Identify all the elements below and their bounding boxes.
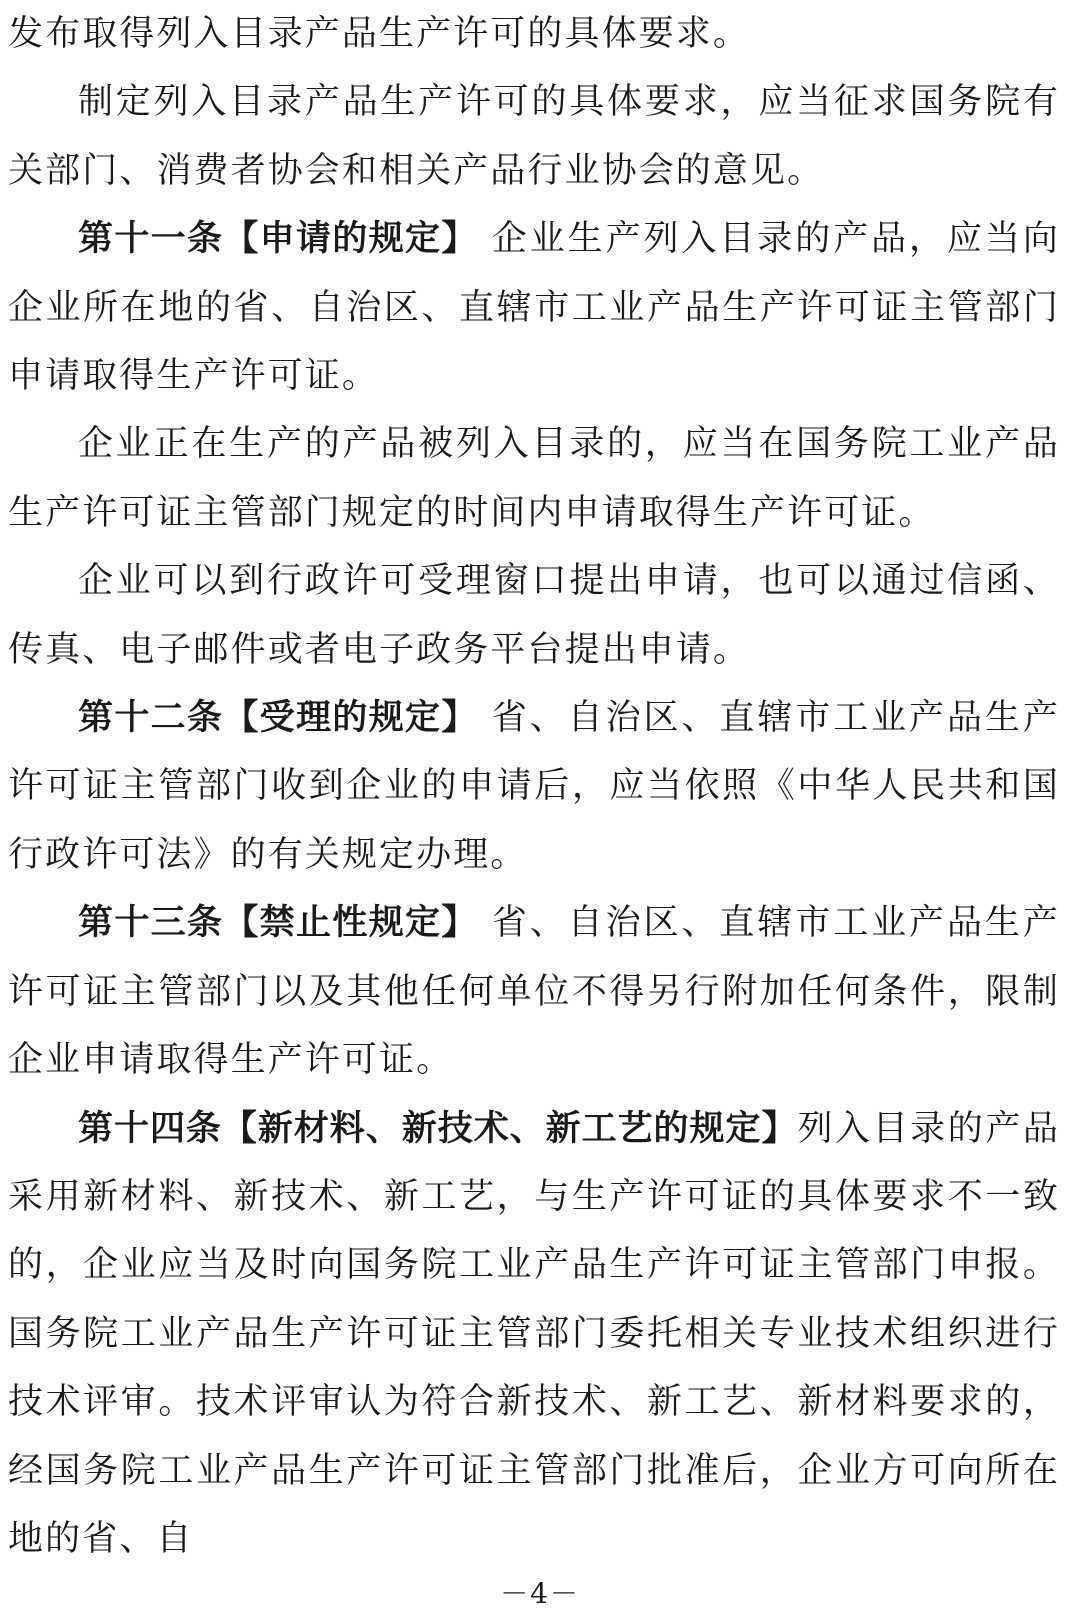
page-number: －4－ <box>500 1577 580 1610</box>
article-12-paragraph <box>8 684 1060 889</box>
article-11-paragraph <box>8 205 1060 410</box>
paragraph-text: 省、自治区、直辖市工业产品生产许可证主管部门收到企业的申请后，应当依照《中华人民共和国行政许可法》的有关规定办理。 <box>8 698 1060 875</box>
document-body <box>8 0 1060 1573</box>
paragraph-text: 企业生产列入目录的产品，应当向企业所在地的省、自治区、直辖市工业产品生产许可证主管部门申请取得生产许可证。 <box>8 219 1060 397</box>
article-13-paragraph <box>8 889 1060 1094</box>
paragraph <box>8 547 1060 684</box>
article-heading: 第十二条【受理的规定】 <box>78 698 478 739</box>
paragraph <box>8 410 1060 547</box>
paragraph-text: 发布取得列入目录产品生产许可的具体要求。 <box>8 14 751 54</box>
article-heading: 第十四条【新材料、新技术、新工艺的规定】 <box>78 1108 798 1149</box>
article-heading: 第十一条【申请的规定】 <box>78 219 478 260</box>
paragraph-continuation <box>8 0 1060 68</box>
article-heading: 第十三条【禁止性规定】 <box>78 903 478 944</box>
paragraph <box>8 68 1060 205</box>
paragraph-text: 列入目录的产品采用新材料、新技术、新工艺，与生产许可证的具体要求不一致的，企业应当及时向国务院工业产品生产许可证主管部门申报。国务院工业产品生产许可证主管部门委托相关专业技术组织进行技术评审。技术评审认为符合新技术、新工艺、新材料要求的，经国务院工业产品生产许可证主管部门批准后，企业方可向所在地的省、自 <box>8 1108 1060 1559</box>
paragraph-text: 省、自治区、直辖市工业产品生产许可证主管部门以及其他任何单位不得另行附加任何条件，限制企业申请取得生产许可证。 <box>8 903 1060 1081</box>
paragraph-text: 制定列入目录产品生产许可的具体要求，应当征求国务院有关部门、消费者协会和相关产品行业协会的意见。 <box>8 82 1060 191</box>
article-14-paragraph <box>8 1095 1060 1574</box>
paragraph-text: 企业可以到行政许可受理窗口提出申请，也可以通过信函、传真、电子邮件或者电子政务平台提出申请。 <box>8 561 1060 670</box>
paragraph-text: 企业正在生产的产品被列入目录的，应当在国务院工业产品生产许可证主管部门规定的时间内申请取得生产许可证。 <box>8 424 1060 533</box>
